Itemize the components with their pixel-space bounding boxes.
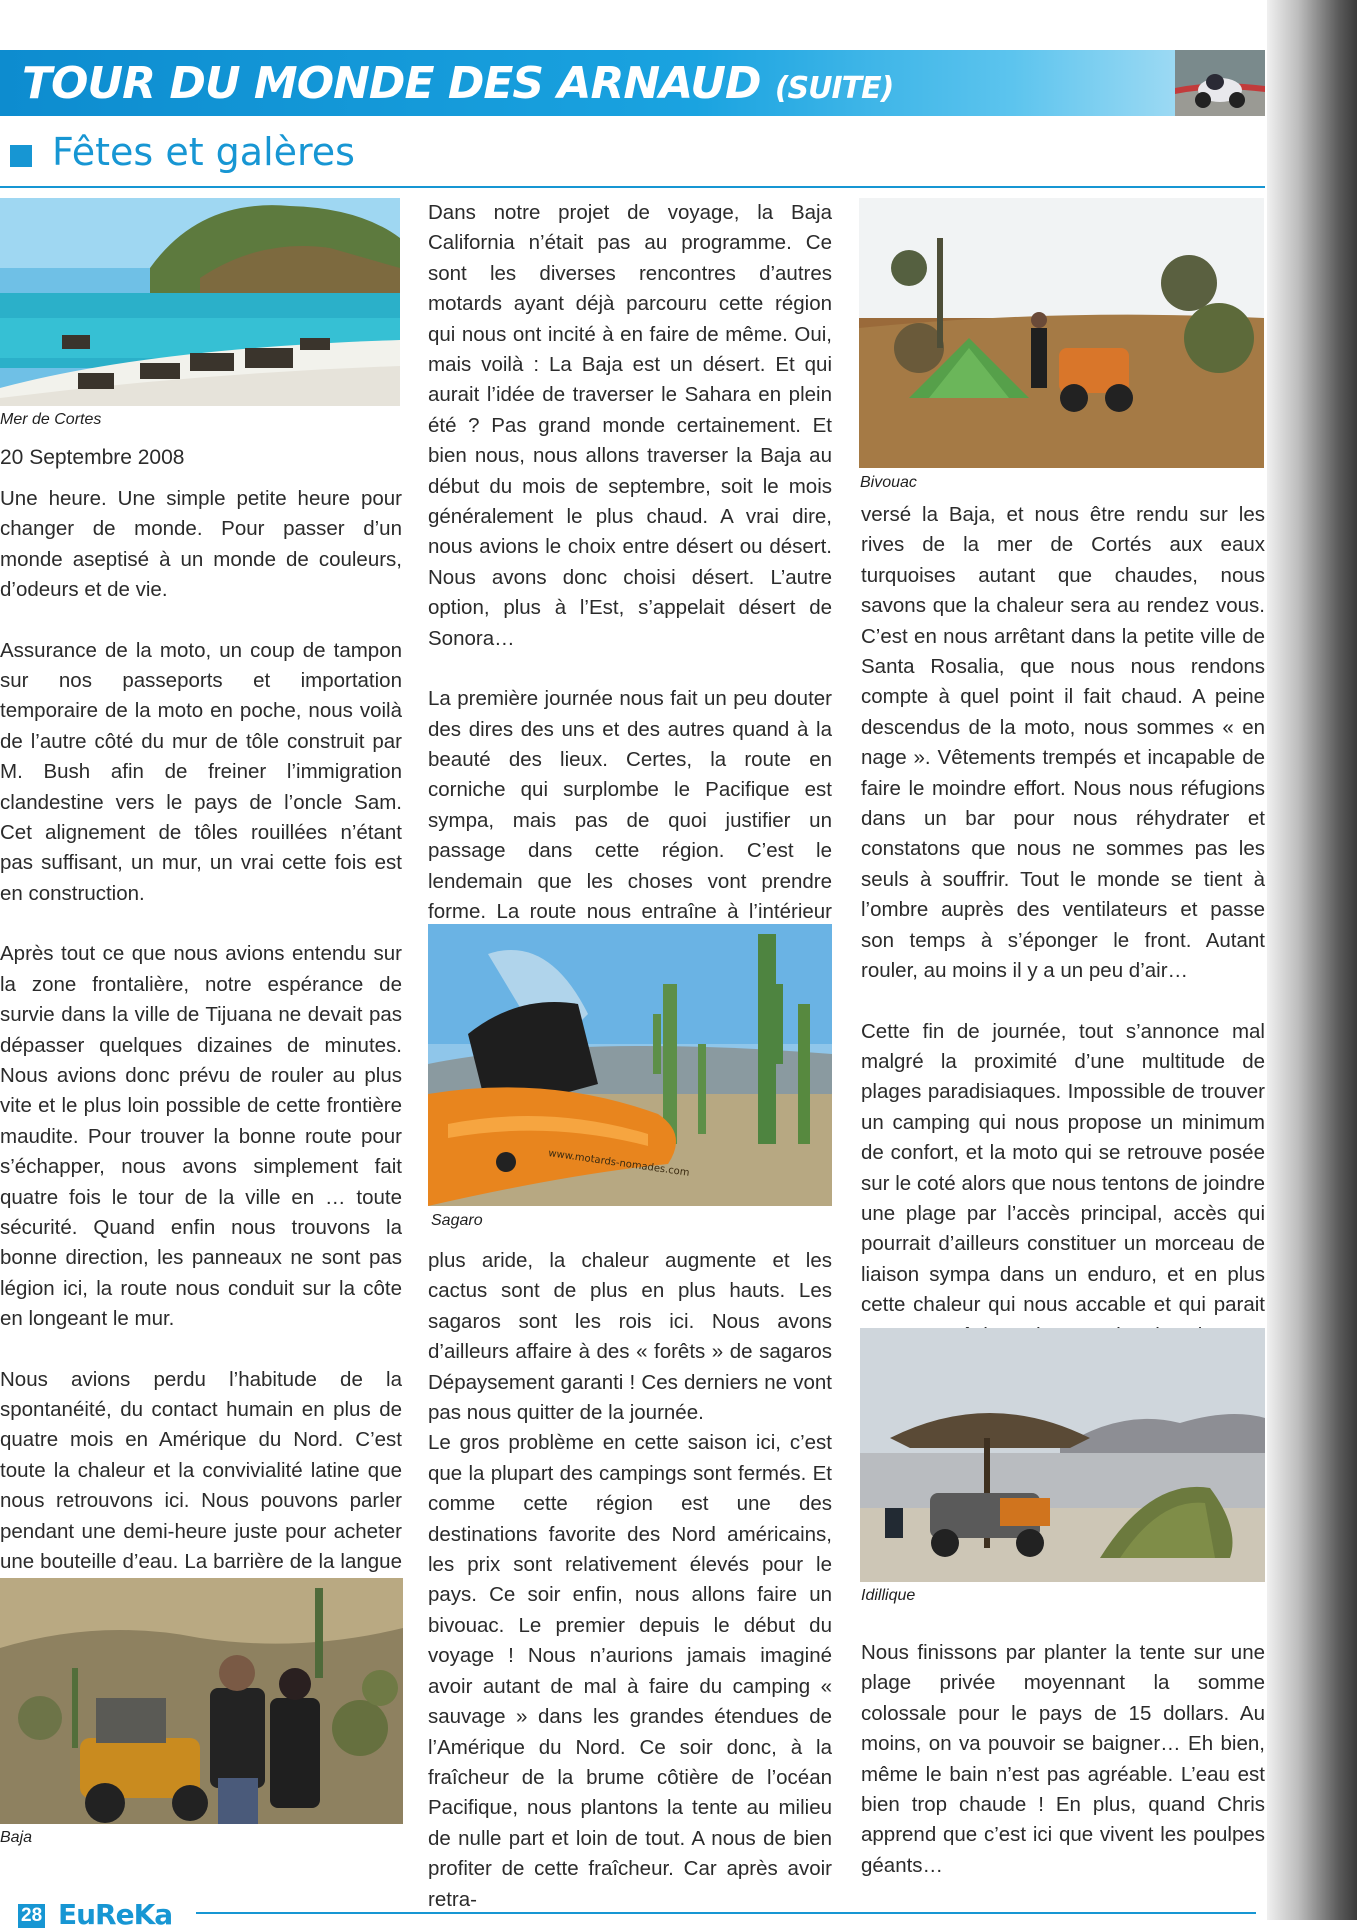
page-number: 28 — [18, 1904, 45, 1928]
article-column-2-bottom — [428, 1246, 832, 1915]
caption-baja: Baja — [0, 1829, 33, 1846]
banner-moto-photo — [1175, 50, 1265, 116]
photo-bivouac — [859, 198, 1264, 468]
article-column-1 — [0, 484, 402, 1669]
page-title — [22, 58, 893, 109]
section-title: Fêtes et galères — [52, 130, 355, 174]
scan-edge — [1267, 0, 1357, 1920]
caption-mer-de-cortes: Mer de Cortes — [0, 411, 102, 428]
photo-mer-de-cortes — [0, 198, 400, 406]
photo-idillique — [860, 1328, 1265, 1582]
title-main: TOUR DU MONDE DES ARNAUD — [22, 58, 761, 109]
photo-sagaro — [428, 924, 832, 1206]
article-column-3-top — [861, 500, 1265, 1381]
magazine-logo: EuReKa — [58, 1898, 173, 1931]
col3-paragraph-3: Nous finissons par planter la tente sur une plage privée moyennant la somme colossale pour le pays de 15 dollars. Au moins, on va pouvoir se baigner… Eh bien, même le bain n’est pas agréable. L’eau est bien trop chaude ! En plus, quand Chris apprend que c’est ici que vivent les poulpes géants… — [861, 1641, 1265, 1877]
article-date: 20 Septembre 2008 — [0, 446, 185, 469]
section-heading — [10, 127, 355, 177]
title-suffix: (SUITE) — [774, 71, 894, 106]
col1-paragraph-3: Après tout ce que nous avions entendu sur la zone frontalière, notre espérance de survie dans la ville de Tijuana ne devait pas dépasser quelques dizaines de minutes. Nous avions donc prévu de rouler au plus vite et le plus loin possible de cette frontière maudite. Pour trouver la bonne route pour s’échapper, nous avons simplement fait quatre fois le tour de la ville en … toute sécurité. Quand enfin nous trouvons la bonne direction, les panneaux ne sont pas légion ici, la route nous conduit sur la côte en longeant le mur. — [0, 942, 402, 1331]
caption-idillique: Idillique — [861, 1587, 916, 1604]
caption-sagaro: Sagaro — [431, 1212, 483, 1229]
caption-bivouac: Bivouac — [860, 474, 917, 491]
col1-paragraph-2: Assurance de la moto, un coup de tampon sur nos passeports et importation temporaire de la moto en poche, nous voilà de l’autre côté du mur de tôle construit par M. Bush afin de freiner l’immigration clandestine vers le pays de l’oncle Sam. Cet alignement de tôles rouillées n’étant pas suffisant, un mur, un vrai cette fois est en construction. — [0, 638, 402, 905]
col2-paragraph-1: Dans notre projet de voyage, la Baja California n’était pas au programme. Ce sont les diverses rencontres d’autres motards ayant déjà parcouru cette région qui nous ont incité à en faire de même. Oui, mais voilà : La Baja est un désert. Et qui aurait l’idée de traverser le Sahara en plein été ? Pas grand monde certainement. Et bien nous, nous allons traverser la Baja au début du mois de septembre, soit le mois généralement le plus chaud. A vrai dire, nous avions le choix entre désert ou désert. Nous avons donc choisi désert. L’autre option, plus à l’Est, s’appelait désert de Sonora… — [428, 201, 832, 650]
col1-paragraph-4: Nous avions perdu l’habitude de la spontanéité, du contact humain en plus de quatre mois en Amérique du Nord. C’est toute la chaleur et la convivialité latine que nous retrouvons ici. Nous pouvons parler pendant une demi-heure juste pour acheter une bouteille d’eau. La barrière de la langue — [0, 1367, 402, 1573]
col2-paragraph-2: La première journée nous fait un peu douter des dires des uns et des autres quand à la beauté des lieux. Certes, la route en corniche qui surplombe le Pacifique est sympa, mais pas de quoi justifier un passage dans cette région. C’est le lendemain que les choses vont prendre forme. La route nous entraîne à l’intérieur — [428, 687, 832, 923]
section-bullet-square — [10, 145, 32, 167]
photo-sagaro-url: www.motards-nomades.com — [547, 1148, 691, 1179]
col3-paragraph-2: Cette fin de journée, tout s’annonce mal malgré la proximité d’une multitude de plages paradisiaques. Impossible de trouver un camping qui nous propose un minimum de confort, et la moto qui se retrouve posée sur le coté alors que nous tentons de joindre une plage par l’accès principal, accès qui pourrait d’ailleurs constituer un morceau de liaison sympa dans un enduro, et en plus cette chaleur qui nous accable et qui parait — [861, 1019, 1265, 1317]
header-banner — [0, 50, 1265, 116]
col2-paragraph-4: Le gros problème en cette saison ici, c’est que la plupart des campings sont fermés. Et comme cette région est une des destinations favorite des Nord américains, les prix sont relativement élevés pour le pays. Ce soir enfin, nous allons faire un bivouac. Le premier depuis le début du voyage ! Nous n’aurions jamais imaginé avoir autant de mal à faire du camping « sauvage » dans les grandes étendues de l’Amérique du Nord. Ce soir donc, à la fraîcheur de la brume côtière de l’océan Pacifique, nous plantons la tente au milieu de nulle part et loin de tout. A nous de bien profiter de cette fraîcheur. Car après avoir retra- — [428, 1431, 832, 1911]
col3-paragraph-1: versé la Baja, et nous être rendu sur les rives de la mer de Cortés aux eaux turquoises autant que chaudes, nous savons que la chaleur sera au rendez vous. C’est en nous arrêtant dans la petite ville de Santa Rosalia, que nous nous rendons compte à quel point il fait chaud. A peine descendus de la moto, nous sommes « en nage ». Vêtements trempés et incapable de faire le moindre effort. Nous nous réfugions dans un bar pour nous réhydrater et constatons que nous ne sommes pas les seuls à souffrir. Tout le monde se tient à l’ombre auprès des ventilateurs et passe son temps à s’éponger le front. Autant rouler, au moins il y a un peu d’air… — [861, 503, 1265, 983]
col2-paragraph-3: plus aride, la chaleur augmente et les cactus sont de plus en plus hauts. Les sagaros sont les rois ici. Nous avons d’ailleurs affaire à des « forêts » de sagaros Dépaysement garanti ! Ces derniers ne vont pas nous quitter de la journée. — [428, 1249, 832, 1425]
col1-paragraph-1: Une heure. Une simple petite heure pour changer de monde. Pour passer d’un monde aseptisé à un monde de couleurs, d’odeurs et de vie. — [0, 487, 402, 602]
article-column-3-bottom — [861, 1638, 1265, 1881]
photo-baja — [0, 1578, 403, 1824]
section-rule — [0, 186, 1265, 188]
article-column-2-top — [428, 198, 832, 1019]
footer-rule-blue — [196, 1912, 1256, 1914]
